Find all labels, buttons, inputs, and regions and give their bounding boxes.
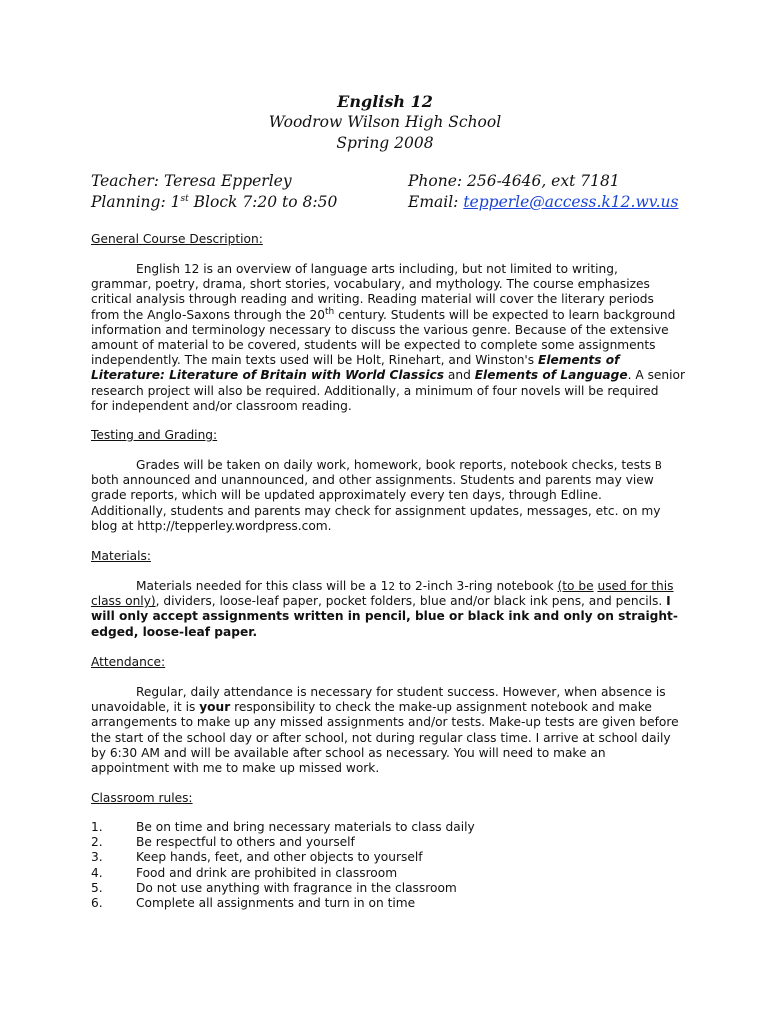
- description-paragraph: English 12 is an overview of language arts including, but not limited to writing, grammar, poetry, drama, short stories, vocabulary, and mythology. The course emphasizes critical analysis through reading and writing. Reading material will cover the literary periods from the Anglo-Saxons through the 20th century. Students will be expected to learn background information and terminology necessary to discuss the various genre. Because of the extensive amount of material to be covered, students will be expected to complete some assignments independently. The main texts used will be Holt, Rinehart, and Winston's Elements of Literature: Literature of Britain with World Classics and Elements of Language. A senior research project will also be required. Additionally, a minimum of four novels will be required for independent and/or classroom reading.: [91, 262, 686, 413]
- materials-paragraph: Materials needed for this class will be a 12 to 2-inch 3-ring notebook (to be used for this class only), dividers, loose-leaf paper, pocket folders, blue and/or black ink pens, and pencils. I will only accept assignments written in pencil, blue or black ink and only on straight- edged, loose-leaf paper.: [91, 579, 678, 639]
- list-item: 1. Be on time and bring necessary materials to class daily: [91, 820, 475, 834]
- attendance-paragraph: Regular, daily attendance is necessary for student success. However, when absence is unavoidable, it is your responsibility to check the make-up assignment notebook and make arrangements to make up any missed assignments and/or tests. Make-up tests are given before the start of the school day or after school, not during regular class time. I arrive at school daily by 6:30 AM and will be available after school as necessary. You will need to make an appointment with me to make up missed work.: [91, 685, 679, 776]
- phone-number: Phone: 256-4646, ext 7181: [408, 172, 620, 190]
- list-item: 4. Food and drink are prohibited in classroom: [91, 865, 398, 880]
- list-item: 5. Do not use anything with fragrance in the classroom: [91, 880, 457, 895]
- materials-heading: Materials:: [91, 549, 151, 563]
- list-item: 6. Complete all assignments and turn in on time: [91, 895, 416, 910]
- attendance-heading: Attendance:: [91, 655, 166, 669]
- term: Spring 2008: [336, 134, 434, 152]
- teacher-name: Teacher: Teresa Epperley: [91, 172, 292, 190]
- rules-heading: Classroom rules:: [91, 791, 193, 805]
- testing-paragraph: Grades will be taken on daily work, homework, book reports, notebook checks, tests B both announced and unannounced, and other assignments. Students and parents may view grade reports, which will be updated approximately every ten days, through Edline. Additionally, students and parents may check for assignment updates, messages, etc. on my blog at http://tepperley.wordpress.com.: [91, 458, 662, 533]
- course-title: English 12: [337, 92, 433, 111]
- email-link[interactable]: tepperle@access.k12.wv.us: [463, 193, 679, 211]
- email-line: Email: tepperle@access.k12.wv.us: [408, 193, 679, 211]
- list-item: 3. Keep hands, feet, and other objects to yourself: [91, 850, 423, 865]
- description-heading: General Course Description:: [91, 232, 263, 246]
- testing-heading: Testing and Grading:: [91, 428, 218, 442]
- rules-list: [91, 820, 475, 911]
- list-item: 2. Be respectful to others and yourself: [91, 835, 355, 850]
- school-name: Woodrow Wilson High School: [268, 113, 502, 131]
- planning-period: Planning: 1st Block 7:20 to 8:50: [91, 193, 338, 211]
